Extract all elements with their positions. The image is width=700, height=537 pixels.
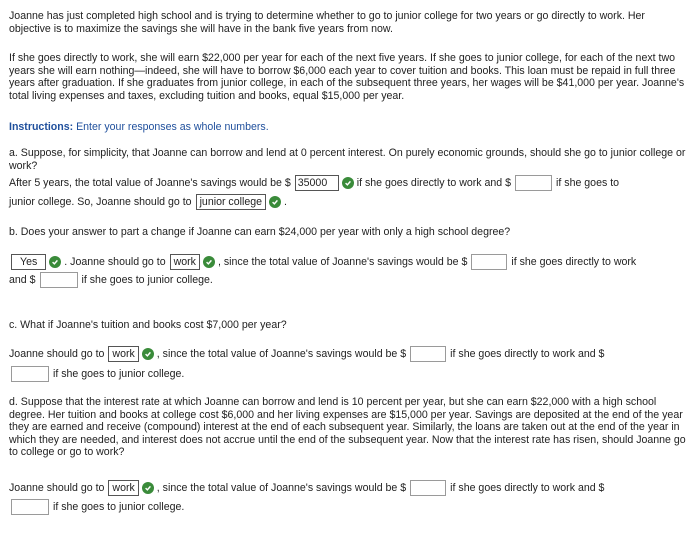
qc-line-1 <box>9 345 604 363</box>
qa-line1-mid: if she goes directly to work and $ <box>356 177 512 189</box>
qb-text-1: . Joanne should go to <box>64 256 166 268</box>
qd-line-2 <box>9 498 184 516</box>
qa-line2-pre: junior college. So, Joanne should go to <box>9 196 192 208</box>
qc-text-3: if she goes directly to work and $ <box>450 348 605 360</box>
qa-line-2 <box>9 193 287 211</box>
qb-college-savings-input[interactable] <box>40 272 78 288</box>
qd-line-1 <box>9 479 604 497</box>
question-c: c. What if Joanne's tuition and books cost $7,000 per year? <box>9 319 287 331</box>
qd-text-2: , since the total value of Joanne's savings would be $ <box>156 482 407 494</box>
qb-text-3: if she goes directly to work <box>511 256 637 268</box>
check-circle-icon <box>203 256 215 268</box>
qa-college-savings-input[interactable] <box>515 175 552 191</box>
qb-line-1 <box>9 253 636 271</box>
check-circle-icon <box>142 348 154 360</box>
qc-college-savings-input[interactable] <box>11 366 49 382</box>
qa-line1-pre: After 5 years, the total value of Joanne's savings would be $ <box>9 177 291 189</box>
instructions-text: Enter your responses as whole numbers. <box>73 121 269 133</box>
qa-line-1 <box>9 174 619 192</box>
question-a: a. Suppose, for simplicity, that Joanne can borrow and lend at 0 percent interest. On purely economic grounds, should she go to junior college or work? <box>9 147 686 172</box>
qc-line-2 <box>9 365 184 383</box>
qa-work-savings-input[interactable]: 35000 <box>295 175 339 191</box>
qb-and-label: and $ <box>9 274 36 286</box>
qc-text-4: if she goes to junior college. <box>53 368 185 380</box>
qd-college-savings-input[interactable] <box>11 499 49 515</box>
qb-text-4: if she goes to junior college. <box>81 274 213 286</box>
qb-line-2 <box>9 271 213 289</box>
question-b: b. Does your answer to part a change if Joanne can earn $24,000 per year with only a high school degree? <box>9 226 511 238</box>
qc-choice-dropdown[interactable]: work <box>108 346 138 362</box>
qb-text-2: , since the total value of Joanne's savings would be $ <box>217 256 468 268</box>
question-d: d. Suppose that the interest rate at which Joanne can borrow and lend is 10 percent per year, but she can earn $22,000 with a high school degree. Her tuition and books at college cost $6,000 and her living expenses are $15,000 per year. Savings are deposited at the end of the year they are earned and receive (compound) interest at the end of each subsequent year. Similarly, the loans are taken out at the end of the year in which they are needed, and interest does not accrue until the end of the subsequent year. Now that the interest rate has risen, should Joanne go to college or go to work? <box>9 396 686 459</box>
qd-choice-dropdown[interactable]: work <box>108 480 138 496</box>
check-circle-icon <box>49 256 61 268</box>
qd-text-4: if she goes to junior college. <box>53 501 185 513</box>
qb-yes-no-dropdown[interactable]: Yes <box>11 254 46 270</box>
qa-line2-post: . <box>284 196 287 208</box>
intro-paragraph-2: If she goes directly to work, she will earn $22,000 per year for each of the next five years. If she goes to junior college, for each of the next two years she will earn nothing—indeed, she will have to borrow $6,000 each year to cover tuition and books. This loan must be repaid in full three years after graduation. If she graduates from junior college, in each of the subsequent three years, her wages will be $41,000 per year. Joanne's total living expenses and taxes, excluding tuition and books, equal $15,000 per year. <box>9 52 685 102</box>
instructions-label: Instructions: <box>9 121 74 133</box>
qd-work-savings-input[interactable] <box>410 480 446 496</box>
qd-text-3: if she goes directly to work and $ <box>450 482 605 494</box>
qc-work-savings-input[interactable] <box>410 346 446 362</box>
check-circle-icon <box>269 196 281 208</box>
intro-paragraph-1: Joanne has just completed high school and is trying to determine whether to go to junior college for two years or go directly to work. Her objective is to maximize the savings she will have in the bank five years from now. <box>9 10 645 35</box>
qb-choice-dropdown[interactable]: work <box>170 254 200 270</box>
qa-choice-dropdown[interactable]: junior college <box>196 194 266 210</box>
check-circle-icon <box>342 177 354 189</box>
qc-text-2: , since the total value of Joanne's savings would be $ <box>156 348 407 360</box>
check-circle-icon <box>142 482 154 494</box>
instructions <box>9 121 689 134</box>
qa-line1-post: if she goes to <box>556 177 620 189</box>
qd-text-1: Joanne should go to <box>9 482 105 494</box>
qb-work-savings-input[interactable] <box>471 254 507 270</box>
qc-text-1: Joanne should go to <box>9 348 105 360</box>
